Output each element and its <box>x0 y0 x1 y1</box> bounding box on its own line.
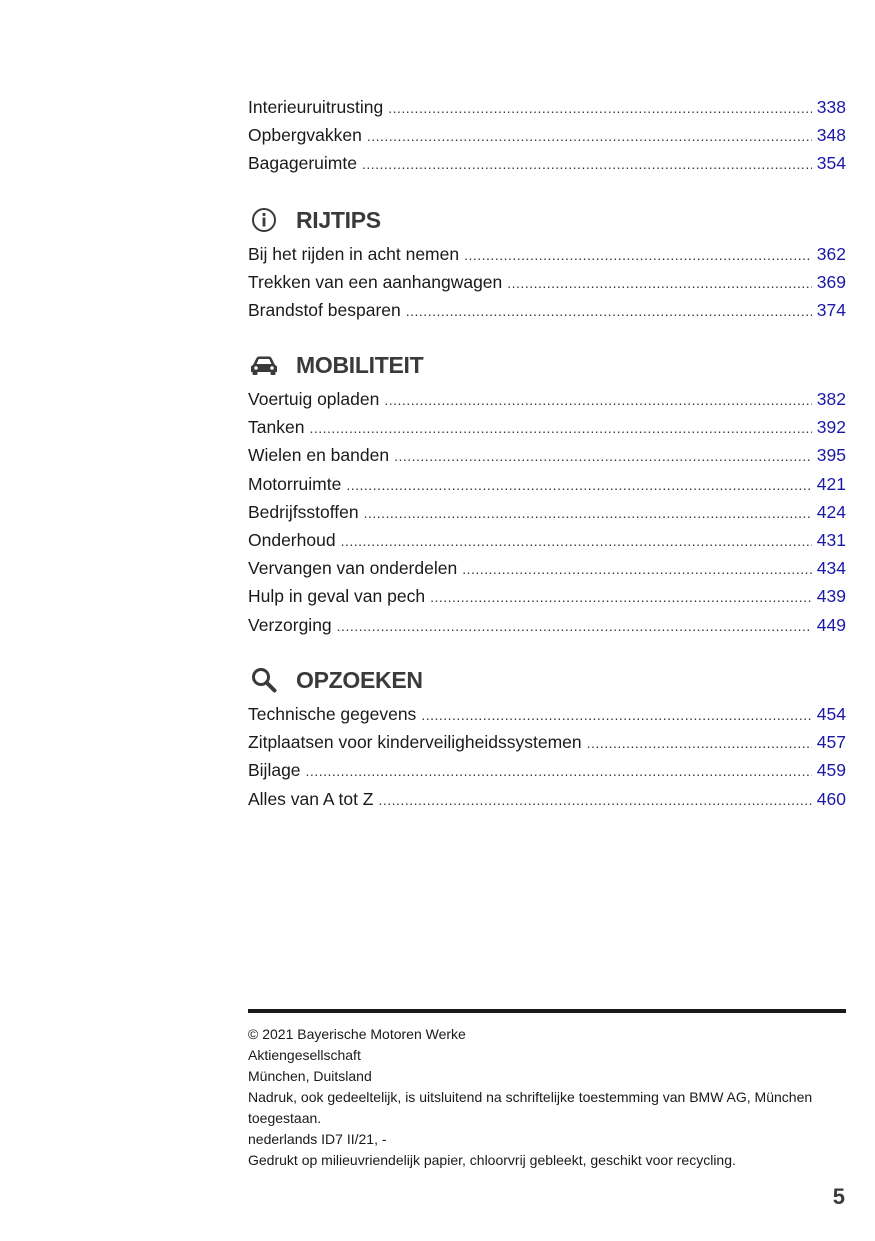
dot-leader <box>421 701 811 729</box>
section-title: MOBILITEIT <box>296 351 424 378</box>
toc-page-link[interactable]: 374 <box>816 300 846 321</box>
toc-entry-label: Alles van A tot Z <box>248 788 374 809</box>
toc-entry-label: Vervangen van onderdelen <box>248 558 458 579</box>
car-icon <box>248 350 280 380</box>
page-number: 5 <box>832 1184 845 1209</box>
section-heading <box>248 205 846 235</box>
toc-page-link[interactable]: 460 <box>816 788 846 809</box>
toc-entry[interactable] <box>248 785 846 813</box>
dot-leader <box>507 269 812 297</box>
section-heading <box>248 665 846 695</box>
toc-page-link[interactable]: 348 <box>816 125 846 146</box>
toc-entry-label: Onderhoud <box>248 529 336 550</box>
toc-page-link[interactable]: 395 <box>816 445 846 466</box>
toc-entry[interactable] <box>248 296 846 324</box>
toc-page-link[interactable]: 382 <box>816 389 846 409</box>
imprint-line: München, Duitsland <box>248 1068 372 1084</box>
info-icon <box>248 205 280 235</box>
toc-page-link[interactable]: 439 <box>816 586 846 607</box>
imprint-line: Nadruk, ook gedeeltelijk, is uitsluitend na schriftelijke toestemming van BMW AG, München <box>248 1089 813 1105</box>
dot-leader <box>388 94 812 122</box>
dot-leader <box>309 414 811 442</box>
toc-page-link[interactable]: 362 <box>816 244 846 264</box>
toc-page-link[interactable]: 459 <box>816 760 846 781</box>
dot-leader <box>306 757 812 785</box>
dot-leader <box>364 499 812 527</box>
toc-entry[interactable] <box>248 554 846 582</box>
toc-entry[interactable] <box>248 756 846 784</box>
toc-page-link[interactable]: 434 <box>816 558 846 579</box>
toc-page-link[interactable]: 421 <box>816 473 846 494</box>
dot-leader <box>367 122 812 150</box>
toc-entry-label: Tanken <box>248 417 305 438</box>
imprint-line: nederlands ID7 II/21, - <box>248 1131 387 1147</box>
toc-entry-label: Bij het rijden in acht nemen <box>248 244 460 264</box>
toc-page-link[interactable]: 431 <box>816 529 846 550</box>
dot-leader <box>587 729 812 757</box>
toc-entry-label: Hulp in geval van pech <box>248 586 426 607</box>
footer-divider <box>248 1009 846 1013</box>
toc-entry-label: Bijlage <box>248 760 301 781</box>
imprint-line: toegestaan. <box>248 1110 322 1126</box>
toc-entry[interactable] <box>248 385 846 413</box>
imprint-line: Gedrukt op milieuvriendelijk papier, chloorvrij gebleekt, geschikt voor recycling. <box>248 1152 736 1168</box>
toc-entry[interactable] <box>248 470 846 498</box>
toc-section-rijtips <box>248 205 846 325</box>
dot-leader <box>464 241 812 269</box>
section-title: OPZOEKEN <box>296 666 423 693</box>
search-icon <box>248 665 280 695</box>
toc-entry-label: Bedrijfsstoffen <box>248 501 359 522</box>
dot-leader <box>362 150 812 178</box>
toc-entry-label: Opbergvakken <box>248 125 362 146</box>
toc-page-link[interactable]: 454 <box>816 704 846 724</box>
toc-entry[interactable] <box>248 441 846 469</box>
dot-leader <box>341 527 812 555</box>
toc-page-link[interactable]: 457 <box>816 732 846 753</box>
dot-leader <box>430 583 812 611</box>
toc-entry-label: Technische gegevens <box>248 704 417 724</box>
dot-leader <box>406 297 812 325</box>
dot-leader <box>394 442 812 470</box>
toc-page-link[interactable]: 449 <box>816 614 846 635</box>
toc-entry-label: Zitplaatsen voor kinderveiligheidssystemen <box>248 732 582 753</box>
toc-entry-label: Bagageruimte <box>248 153 357 174</box>
toc-entry-label: Brandstof besparen <box>248 300 401 321</box>
toc-entry[interactable] <box>248 93 846 121</box>
toc-entry[interactable] <box>248 240 846 268</box>
imprint-block <box>248 1024 846 1171</box>
toc-entry-label: Wielen en banden <box>248 445 390 466</box>
dot-leader <box>384 386 811 414</box>
dot-leader <box>462 555 812 583</box>
toc-entry-label: Motorruimte <box>248 473 342 494</box>
toc-entry[interactable] <box>248 700 846 728</box>
toc-page-link[interactable]: 369 <box>816 272 846 293</box>
toc-entry[interactable] <box>248 268 846 296</box>
imprint-line: © 2021 Bayerische Motoren Werke <box>248 1026 466 1042</box>
toc-section-opzoeken <box>248 665 846 813</box>
toc-entry-label: Voertuig opladen <box>248 389 380 409</box>
imprint-line: Aktiengesellschaft <box>248 1047 361 1063</box>
toc-page-link[interactable]: 424 <box>816 501 846 522</box>
toc-entry[interactable] <box>248 582 846 610</box>
toc-entry[interactable] <box>248 149 846 177</box>
toc-page-link[interactable]: 338 <box>816 97 846 117</box>
toc-entry-label: Trekken van een aanhangwagen <box>248 272 503 293</box>
toc-entry[interactable] <box>248 526 846 554</box>
toc-entry[interactable] <box>248 728 846 756</box>
toc-entry[interactable] <box>248 413 846 441</box>
toc-entry[interactable] <box>248 611 846 639</box>
dot-leader <box>346 471 811 499</box>
toc-page-link[interactable]: 354 <box>816 153 846 174</box>
toc-entry-label: Verzorging <box>248 614 332 635</box>
toc-entry-label: Interieuruitrusting <box>248 97 384 117</box>
dot-leader <box>378 786 811 814</box>
toc-section-mobiliteit <box>248 350 846 639</box>
section-title: RIJTIPS <box>296 206 381 233</box>
toc-entry[interactable] <box>248 121 846 149</box>
dot-leader <box>337 612 812 640</box>
toc-page-link[interactable]: 392 <box>816 417 846 438</box>
toc-entry[interactable] <box>248 498 846 526</box>
toc-group-interior <box>248 93 846 178</box>
section-heading <box>248 350 846 380</box>
